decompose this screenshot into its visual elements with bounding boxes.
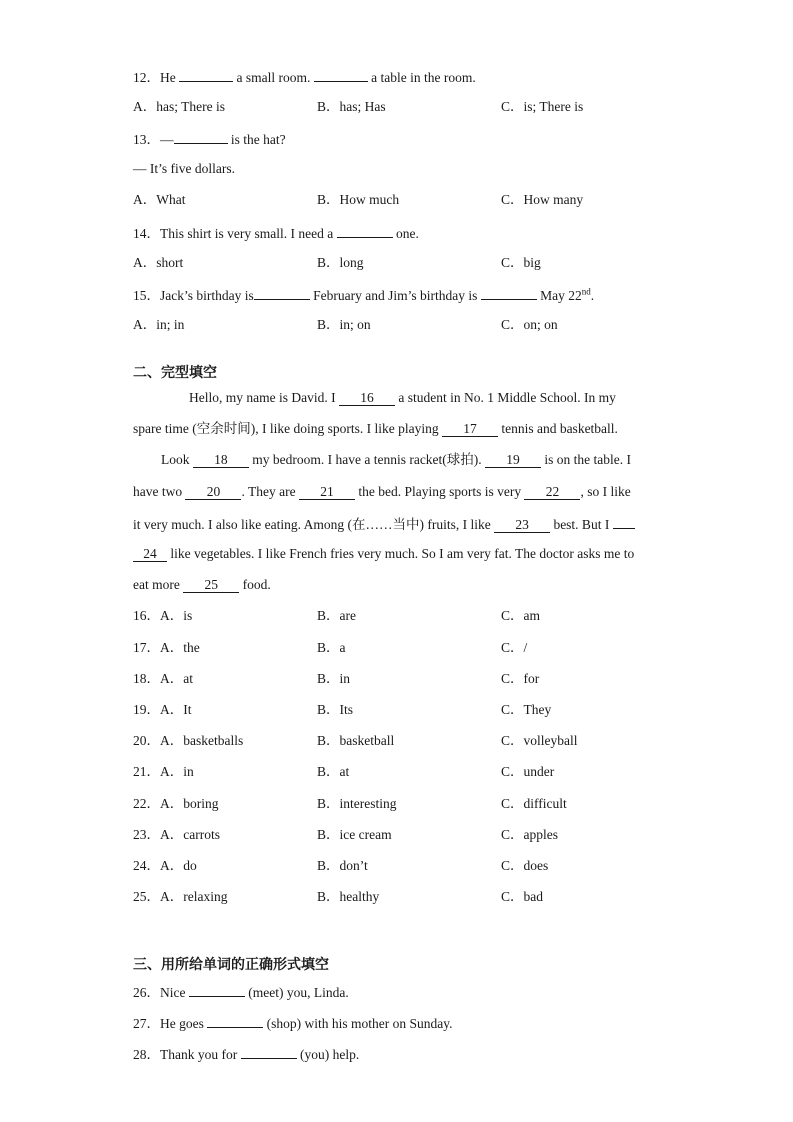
answer-blank: [613, 515, 635, 529]
option-row-22: 22．A．boring: [133, 796, 219, 811]
question-13: 13．— is the hat?: [133, 132, 286, 147]
passage-line: eat more 25 food.: [133, 577, 271, 592]
option-row-24: 24．A．do: [133, 858, 197, 873]
answer-blank: [241, 1045, 297, 1059]
answer-blank: [314, 68, 368, 82]
option-a: A．What: [133, 192, 186, 207]
cloze-blank-19: 19: [485, 453, 541, 468]
option-c: C．apples: [501, 827, 558, 842]
option-c: C．They: [501, 702, 552, 717]
option-row-23: 23．A．carrots: [133, 827, 220, 842]
option-b: B．has; Has: [317, 99, 386, 114]
option-a: A．short: [133, 255, 184, 270]
answer-blank: [174, 130, 228, 144]
option-a: A．has; There is: [133, 99, 225, 114]
option-row-19: 19．A．It: [133, 702, 192, 717]
answer-blank: [189, 983, 245, 997]
question-28: 28．Thank you for (you) help.: [133, 1047, 360, 1062]
passage-line: have two 20 . They are 21 the bed. Playing sports is very 22 , so I like: [133, 484, 631, 499]
option-c: C．big: [501, 255, 541, 270]
cloze-blank-20: 20: [185, 485, 241, 500]
option-c: C．difficult: [501, 796, 567, 811]
question-12: 12．He a small room. a table in the room.: [133, 70, 476, 85]
option-b: B．basketball: [317, 733, 395, 748]
cloze-blank-24: 24: [133, 547, 167, 562]
option-c: C．under: [501, 764, 555, 779]
option-b: B．Its: [317, 702, 354, 717]
cloze-blank-16: 16: [339, 391, 395, 406]
cloze-blank-22: 22: [524, 485, 580, 500]
passage-line: 24 like vegetables. I like French fries very much. So I am very fat. The doctor asks me to: [133, 546, 634, 562]
option-b: B．in; on: [317, 317, 371, 332]
cloze-blank-18: 18: [193, 453, 249, 468]
option-c: C．on; on: [501, 317, 558, 332]
option-c: C．am: [501, 608, 540, 623]
option-b: B．healthy: [317, 889, 380, 904]
option-c: C．volleyball: [501, 733, 578, 748]
option-b: B．long: [317, 255, 364, 270]
option-row-16: 16．A．is: [133, 608, 193, 623]
option-row-18: 18．A．at: [133, 671, 193, 686]
option-c: C．is; There is: [501, 99, 584, 114]
option-b: B．don’t: [317, 858, 368, 873]
passage-line: it very much. I also like eating. Among (在……当中) fruits, I like 23 best. But I: [133, 515, 635, 533]
answer-blank: [179, 68, 233, 82]
passage-line: Hello, my name is David. I 16 a student in No. 1 Middle School. In my: [189, 390, 616, 405]
option-c: C．bad: [501, 889, 543, 904]
option-b: B．ice cream: [317, 827, 392, 842]
option-b: B．How much: [317, 192, 400, 207]
answer-blank: [337, 224, 393, 238]
option-c: C．/: [501, 640, 528, 655]
answer-blank: [481, 286, 537, 300]
question-13-reply: — It’s five dollars.: [133, 161, 235, 176]
cloze-blank-23: 23: [494, 518, 550, 533]
section-heading-word-forms: 三、用所给单词的正确形式填空: [133, 957, 329, 973]
passage-line: Look 18 my bedroom. I have a tennis racket(球拍). 19 is on the table. I: [161, 452, 632, 467]
option-row-25: 25．A．relaxing: [133, 889, 228, 904]
option-row-21: 21．A．in: [133, 764, 194, 779]
question-14: 14．This shirt is very small. I need a one.: [133, 226, 419, 241]
option-b: B．in: [317, 671, 351, 686]
option-row-20: 20．A．basketballs: [133, 733, 244, 748]
passage-line: spare time (空余时间), I like doing sports. I like playing 17 tennis and basketball.: [133, 421, 618, 436]
option-a: A．in; in: [133, 317, 185, 332]
option-b: B．interesting: [317, 796, 397, 811]
option-b: B．a: [317, 640, 346, 655]
question-27: 27．He goes (shop) with his mother on Sunday.: [133, 1016, 453, 1031]
option-b: B．at: [317, 764, 350, 779]
question-26: 26．Nice (meet) you, Linda.: [133, 985, 349, 1000]
answer-blank: [254, 286, 310, 300]
option-c: C．for: [501, 671, 540, 686]
question-15: 15．Jack’s birthday is February and Jim’s birthday is May 22nd.: [133, 286, 595, 303]
cloze-blank-25: 25: [183, 578, 239, 593]
option-row-17: 17．A．the: [133, 640, 200, 655]
option-c: C．does: [501, 858, 549, 873]
cloze-blank-21: 21: [299, 485, 355, 500]
option-c: C．How many: [501, 192, 584, 207]
section-heading-cloze: 二、完型填空: [133, 365, 217, 381]
option-b: B．are: [317, 608, 356, 623]
cloze-blank-17: 17: [442, 422, 498, 437]
answer-blank: [207, 1014, 263, 1028]
